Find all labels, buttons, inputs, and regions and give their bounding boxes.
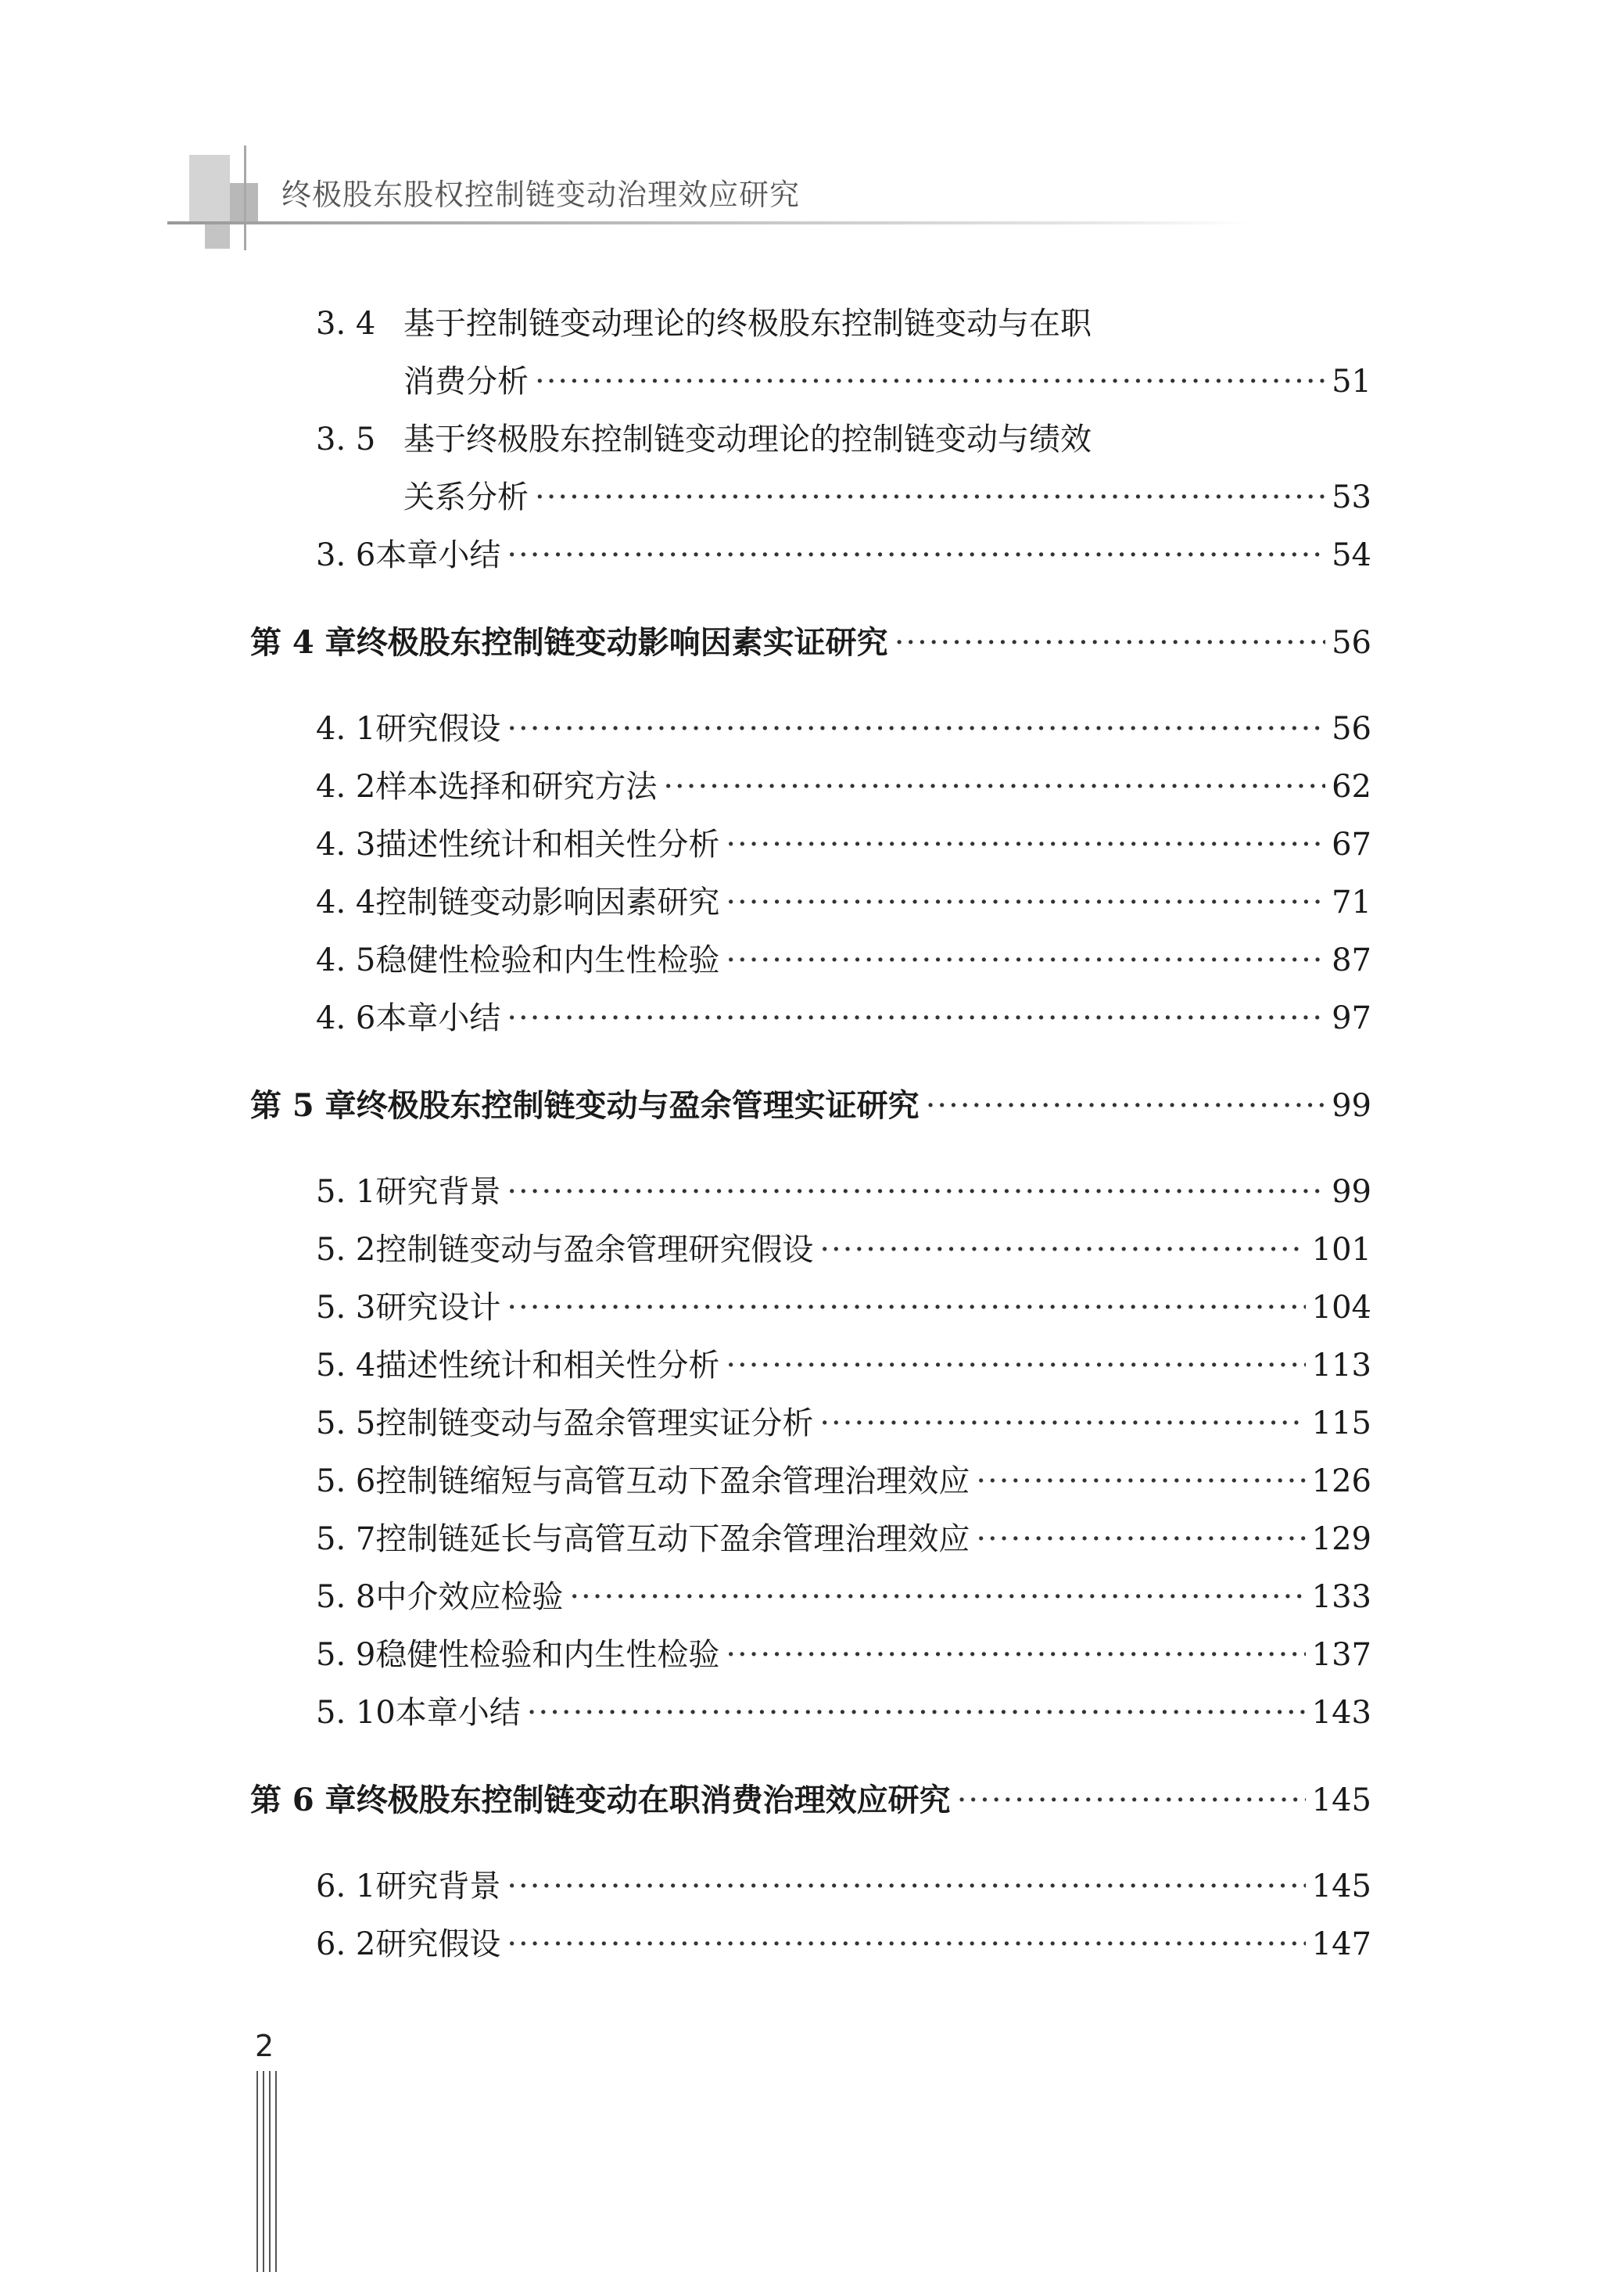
toc-entry-4-4[interactable] bbox=[316, 881, 1371, 924]
toc-section-title: 研究背景 bbox=[375, 1174, 501, 1210]
toc-section-number: 4. 3 bbox=[316, 827, 376, 863]
toc-chapter-6[interactable] bbox=[250, 1778, 1371, 1822]
toc-section-title: 控制链变动与盈余管理研究假设 bbox=[375, 1232, 814, 1268]
dot-leader bbox=[726, 1344, 1305, 1387]
toc-page-number: 99 bbox=[1332, 1088, 1371, 1124]
toc-section-title: 描述性统计和相关性分析 bbox=[375, 1348, 720, 1384]
footer-vertical-rule bbox=[256, 2071, 258, 2272]
toc-entry-5-2[interactable] bbox=[316, 1228, 1371, 1272]
dot-leader bbox=[507, 1922, 1305, 1966]
toc-page-number: 51 bbox=[1332, 364, 1371, 400]
dot-leader bbox=[507, 996, 1325, 1040]
dot-leader bbox=[507, 1286, 1305, 1330]
toc-entry-6-2[interactable] bbox=[316, 1922, 1371, 1966]
dot-leader bbox=[819, 1228, 1305, 1272]
toc-page-number: 56 bbox=[1332, 711, 1371, 747]
toc-entry-5-3[interactable] bbox=[316, 1286, 1371, 1330]
dot-leader bbox=[507, 707, 1325, 751]
toc-page-number: 54 bbox=[1332, 537, 1371, 573]
dot-leader bbox=[507, 1170, 1325, 1214]
toc-entry-5-6[interactable] bbox=[316, 1459, 1371, 1503]
dot-leader bbox=[976, 1517, 1305, 1561]
dot-leader bbox=[527, 1691, 1306, 1735]
toc-section-number: 5. 4 bbox=[316, 1348, 376, 1384]
toc-entry-5-9[interactable] bbox=[316, 1633, 1371, 1677]
toc-page-number: 101 bbox=[1311, 1232, 1371, 1268]
dot-leader bbox=[726, 881, 1325, 924]
toc-entry-5-1[interactable] bbox=[316, 1170, 1371, 1214]
toc-section-number: 4. 6 bbox=[316, 1000, 376, 1036]
toc-page-number: 133 bbox=[1311, 1579, 1371, 1615]
toc-section-title: 研究背景 bbox=[375, 1868, 501, 1904]
dot-leader bbox=[819, 1402, 1305, 1445]
footer-vertical-rule bbox=[263, 2071, 264, 2272]
dot-leader bbox=[726, 939, 1325, 982]
dot-leader bbox=[894, 621, 1325, 665]
toc-entry-3-6[interactable] bbox=[316, 533, 1371, 577]
toc-page-number: 53 bbox=[1332, 479, 1371, 515]
dot-leader bbox=[535, 476, 1325, 519]
page-number: 2 bbox=[255, 2029, 274, 2063]
toc-entry-4-6[interactable] bbox=[316, 996, 1371, 1040]
toc-section-title: 控制链缩短与高管互动下盈余管理治理效应 bbox=[375, 1463, 970, 1499]
toc-page-number: 104 bbox=[1311, 1290, 1371, 1326]
toc-section-number: 5. 6 bbox=[316, 1463, 376, 1499]
toc-page-number: 115 bbox=[1311, 1405, 1371, 1441]
toc-section-number: 5. 7 bbox=[316, 1521, 376, 1557]
toc-entry-3-5[interactable] bbox=[316, 418, 1371, 461]
toc-chapter-4[interactable] bbox=[250, 621, 1371, 665]
toc-chapter-title: 终极股东控制链变动与盈余管理实证研究 bbox=[356, 1087, 920, 1124]
toc-chapter-title: 终极股东控制链变动影响因素实证研究 bbox=[356, 624, 888, 661]
toc-section-title: 基于终极股东控制链变动理论的控制链变动与绩效 bbox=[403, 422, 1092, 458]
toc-entry-4-5[interactable] bbox=[316, 939, 1371, 982]
toc-section-number: 4. 1 bbox=[316, 711, 376, 747]
toc-chapter-5[interactable] bbox=[250, 1084, 1371, 1128]
toc-section-title: 基于控制链变动理论的终极股东控制链变动与在职 bbox=[403, 306, 1092, 342]
toc-page-number: 56 bbox=[1332, 625, 1371, 661]
toc-section-number: 5. 3 bbox=[316, 1290, 376, 1326]
toc-chapter-title: 终极股东控制链变动在职消费治理效应研究 bbox=[356, 1782, 951, 1818]
toc-entry-5-7[interactable] bbox=[316, 1517, 1371, 1561]
toc-entry-4-1[interactable] bbox=[316, 707, 1371, 751]
toc-section-number: 4. 2 bbox=[316, 769, 376, 805]
toc-entry-4-3[interactable] bbox=[316, 823, 1371, 867]
toc-section-title: 研究假设 bbox=[375, 711, 501, 747]
toc-section-title: 本章小结 bbox=[395, 1695, 521, 1731]
toc-section-title: 控制链变动与盈余管理实证分析 bbox=[375, 1405, 814, 1441]
toc-section-title: 本章小结 bbox=[375, 1000, 501, 1036]
toc-section-number: 3. 5 bbox=[316, 422, 376, 458]
toc-page-number: 129 bbox=[1311, 1521, 1371, 1557]
dot-leader bbox=[726, 1633, 1305, 1677]
toc-page-number: 145 bbox=[1311, 1868, 1371, 1904]
dot-leader bbox=[957, 1778, 1306, 1822]
toc-entry-5-10[interactable] bbox=[316, 1691, 1371, 1735]
toc-section-number: 5. 5 bbox=[316, 1405, 376, 1441]
toc-section-title-continued: 消费分析 bbox=[403, 364, 529, 400]
toc-section-number: 4. 5 bbox=[316, 942, 376, 978]
toc-section-number: 5. 2 bbox=[316, 1232, 376, 1268]
dot-leader bbox=[926, 1084, 1325, 1128]
footer-vertical-rule bbox=[275, 2071, 277, 2272]
toc-entry-5-8[interactable] bbox=[316, 1575, 1371, 1619]
toc-page-number: 113 bbox=[1311, 1348, 1371, 1384]
toc-page-number: 143 bbox=[1311, 1695, 1371, 1731]
toc-entry-6-1[interactable] bbox=[316, 1865, 1371, 1908]
toc-section-title: 稳健性检验和内生性检验 bbox=[375, 942, 720, 978]
toc-section-number: 3. 4 bbox=[316, 306, 376, 342]
toc-entry-3-5-continued[interactable] bbox=[403, 476, 1371, 519]
toc-chapter-number: 第 6 章 bbox=[250, 1782, 357, 1818]
toc-entry-4-2[interactable] bbox=[316, 765, 1371, 809]
toc-section-title: 控制链变动影响因素研究 bbox=[375, 885, 720, 921]
toc-section-title: 样本选择和研究方法 bbox=[375, 769, 658, 805]
toc-page-number: 87 bbox=[1332, 942, 1371, 978]
toc-section-number: 4. 4 bbox=[316, 885, 376, 921]
toc-section-number: 6. 1 bbox=[316, 1868, 376, 1904]
toc-entry-5-4[interactable] bbox=[316, 1344, 1371, 1387]
toc-chapter-number: 第 5 章 bbox=[250, 1087, 357, 1124]
toc-page-number: 71 bbox=[1332, 885, 1371, 921]
dot-leader bbox=[507, 533, 1325, 577]
dot-leader bbox=[507, 1865, 1305, 1908]
toc-section-title: 本章小结 bbox=[375, 537, 501, 573]
toc-entry-3-4-continued[interactable] bbox=[403, 360, 1371, 404]
toc-section-title: 控制链延长与高管互动下盈余管理治理效应 bbox=[375, 1521, 970, 1557]
toc-chapter-number: 第 4 章 bbox=[250, 624, 357, 661]
toc-page-number: 99 bbox=[1332, 1174, 1371, 1210]
dot-leader bbox=[976, 1459, 1305, 1503]
toc-entry-3-4[interactable] bbox=[316, 302, 1371, 346]
toc-page-number: 62 bbox=[1332, 769, 1371, 805]
running-header-title: 终极股东股权控制链变动治理效应研究 bbox=[281, 178, 801, 212]
toc-section-title: 研究设计 bbox=[375, 1290, 501, 1326]
toc-section-title: 中介效应检验 bbox=[375, 1579, 564, 1615]
toc-section-title: 稳健性检验和内生性检验 bbox=[375, 1637, 720, 1673]
toc-section-number: 5. 8 bbox=[316, 1579, 376, 1615]
toc-section-title-continued: 关系分析 bbox=[403, 479, 529, 515]
toc-page-number: 147 bbox=[1311, 1926, 1371, 1962]
dot-leader bbox=[663, 765, 1325, 809]
toc-page-number: 97 bbox=[1332, 1000, 1371, 1036]
toc-section-title: 描述性统计和相关性分析 bbox=[375, 827, 720, 863]
toc-section-number: 5. 10 bbox=[316, 1695, 396, 1731]
footer-vertical-rule bbox=[269, 2071, 271, 2272]
toc-page-number: 145 bbox=[1311, 1782, 1371, 1818]
dot-leader bbox=[535, 360, 1325, 404]
toc-page-number: 137 bbox=[1311, 1637, 1371, 1673]
toc-entry-5-5[interactable] bbox=[316, 1402, 1371, 1445]
toc-section-number: 6. 2 bbox=[316, 1926, 376, 1962]
toc-section-number: 5. 1 bbox=[316, 1174, 376, 1210]
dot-leader bbox=[569, 1575, 1305, 1619]
toc-page-number: 126 bbox=[1311, 1463, 1371, 1499]
toc-page-number: 67 bbox=[1332, 827, 1371, 863]
toc-section-number: 5. 9 bbox=[316, 1637, 376, 1673]
toc-section-title: 研究假设 bbox=[375, 1926, 501, 1962]
dot-leader bbox=[726, 823, 1325, 867]
toc-section-number: 3. 6 bbox=[316, 537, 376, 573]
